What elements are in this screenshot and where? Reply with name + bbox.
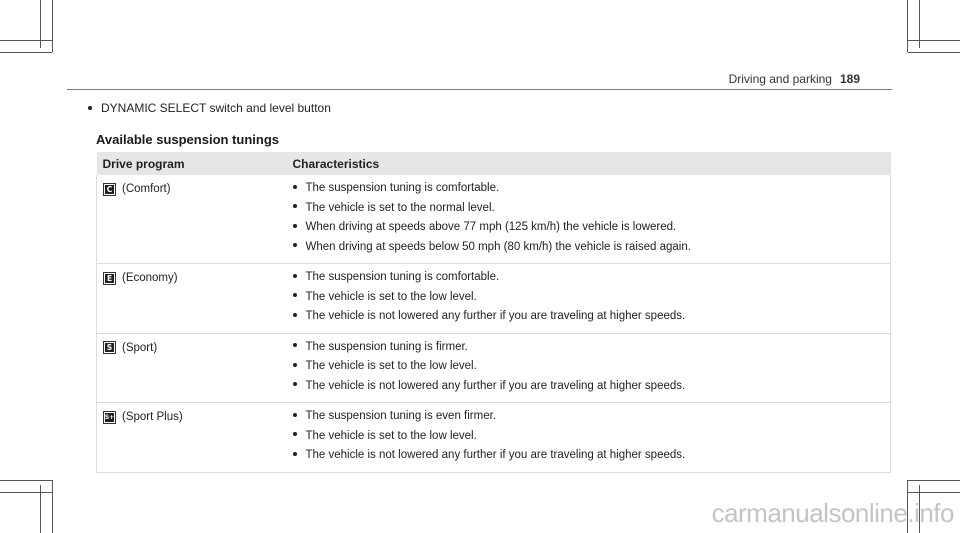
crop-mark: [0, 52, 52, 53]
bullet-icon: [293, 343, 297, 347]
list-item: The vehicle is not lowered any further if you are traveling at higher speeds.: [293, 307, 885, 327]
drive-program-label: (Sport): [122, 341, 158, 354]
bullet-icon: [293, 204, 297, 208]
bullet-icon: [293, 363, 297, 367]
sport-plus-mode-icon: S+: [103, 411, 116, 424]
bullet-icon: [293, 432, 297, 436]
list-item: The vehicle is not lowered any further if you are traveling at higher speeds.: [293, 446, 885, 466]
bullet-icon: [293, 274, 297, 278]
running-header: [729, 72, 860, 86]
suspension-tunings-table: [96, 152, 891, 473]
header-rule: [67, 89, 892, 90]
drive-program-label: (Economy): [122, 272, 178, 284]
list-item: The suspension tuning is even firmer.: [293, 407, 885, 427]
table-row: [97, 264, 891, 334]
crop-mark: [907, 0, 908, 52]
bullet-icon: [293, 293, 297, 297]
table-row: [97, 333, 891, 403]
drive-program-cell: [97, 403, 287, 473]
page-number: 189: [839, 72, 860, 86]
crop-mark: [908, 52, 960, 53]
crop-mark: [908, 480, 960, 481]
bullet-icon: [293, 413, 297, 417]
drive-program-label: (Comfort): [122, 183, 171, 195]
bullet-icon: [293, 243, 297, 247]
list-item: The vehicle is set to the normal level.: [293, 199, 885, 219]
characteristics-cell: [287, 333, 891, 403]
crop-mark: [0, 492, 52, 493]
comfort-mode-icon: C: [103, 183, 116, 196]
crop-mark: [908, 40, 960, 41]
table-header-row: [97, 152, 891, 175]
list-item: The vehicle is set to the low level.: [293, 288, 885, 308]
drive-program-cell: [97, 175, 287, 264]
bullet-icon: [293, 185, 297, 189]
crop-mark: [0, 40, 52, 41]
drive-program-cell: [97, 264, 287, 334]
characteristics-cell: [287, 175, 891, 264]
bullet-icon: [293, 452, 297, 456]
crop-mark: [0, 480, 52, 481]
crop-mark: [908, 492, 960, 493]
watermark: carmanualsonline.info: [711, 498, 954, 528]
drive-program-label: (Sport Plus): [122, 411, 183, 423]
table-row: [97, 175, 891, 264]
list-item: The vehicle is set to the low level.: [293, 427, 885, 447]
list-item: When driving at speeds above 77 mph (125 km/h) the vehicle is lowered.: [293, 218, 885, 238]
sport-mode-icon: S: [103, 341, 116, 354]
list-item: The vehicle is set to the low level.: [293, 357, 885, 377]
crop-mark: [52, 480, 53, 533]
section-heading: Available suspension tunings: [96, 132, 279, 147]
bullet-icon: [293, 224, 297, 228]
column-header-characteristics: Characteristics: [287, 152, 891, 175]
characteristics-cell: [287, 403, 891, 473]
drive-program-cell: [97, 333, 287, 403]
list-item: The vehicle is not lowered any further if you are traveling at higher speeds.: [293, 377, 885, 397]
characteristics-cell: [287, 264, 891, 334]
bullet-icon: [88, 106, 92, 110]
economy-mode-icon: E: [103, 272, 116, 285]
list-item: The suspension tuning is firmer.: [293, 338, 885, 358]
list-item: The suspension tuning is comfortable.: [293, 179, 885, 199]
column-header-drive-program: Drive program: [97, 152, 287, 175]
intro-bullet: [88, 101, 331, 115]
crop-mark: [52, 0, 53, 52]
intro-bullet-text: DYNAMIC SELECT switch and level button: [101, 101, 331, 115]
bullet-icon: [293, 313, 297, 317]
bullet-icon: [293, 382, 297, 386]
table-row: [97, 403, 891, 473]
list-item: The suspension tuning is comfortable.: [293, 268, 885, 288]
list-item: When driving at speeds below 50 mph (80 km/h) the vehicle is raised again.: [293, 238, 885, 258]
section-title: Driving and parking: [728, 72, 832, 86]
